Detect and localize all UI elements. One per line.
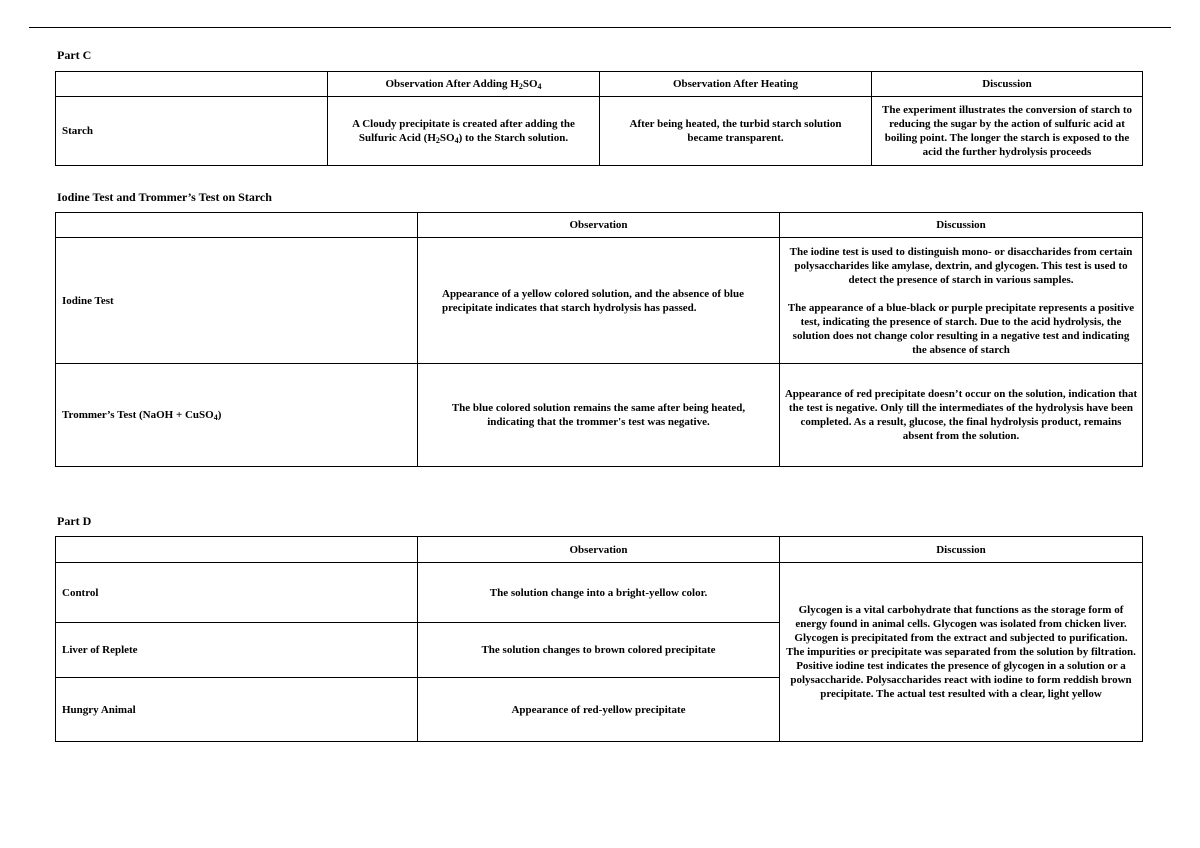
row-label-iodine-test: Iodine Test [56, 238, 418, 364]
row-label-trommers-test: Trommer’s Test (NaOH + CuSO$_4$) [56, 364, 418, 467]
iodine-header-observation: Observation [418, 213, 780, 238]
part-c-table [55, 71, 1143, 166]
liver-of-replete-observation: The solution changes to brown colored precipitate [418, 623, 780, 678]
iodine-trommer-table [55, 212, 1143, 467]
part-d-title: Part D [57, 514, 92, 528]
part-c-starch-after-adding: A Cloudy precipitate is created after adding the Sulfuric Acid $(H_2SO_4)$ to the Starch solution. [328, 97, 600, 166]
part-d-discussion: Glycogen is a vital carbohydrate that functions as the storage form of energy found in animal cells. Glycogen was isolated from chicken liver. Glycogen is precipitated from the extract and subjected to purification. The impurities or precipitate was separated from the solution by filtration. Positive iodine test indicates the presence of glycogen in a solution or a polysaccharide. Polysaccharides react with iodine to form reddish brown precipitate. The actual test resulted with a clear, light yellow [780, 563, 1143, 742]
part-c-header-after-adding: Observation After Adding $H_2SO_4$ [328, 72, 600, 97]
iodine-test-discussion-p2: The appearance of a blue-black or purple precipitate represents a positive test, indicating the presence of starch. Due to the acid hydrolysis, the solution does not change color resulting in a negative test and indicating the absence of starch [787, 301, 1135, 356]
iodine-header-discussion: Discussion [780, 213, 1143, 238]
trommers-test-observation: The blue colored solution remains the same after being heated, indicating that the trommer's test was negative. [418, 364, 780, 467]
part-d-header-discussion: Discussion [780, 537, 1143, 563]
part-c-starch-after-heating: After being heated, the turbid starch solution became transparent. [600, 97, 872, 166]
trommers-test-discussion: Appearance of red precipitate doesn’t occur on the solution, indication that the test is negative. Only till the intermediates of the hydrolysis have been completed. As a result, glucose, the final hydrolysis product, remains absent from the solution. [780, 364, 1143, 467]
part-c-header-after-heating: Observation After Heating [600, 72, 872, 97]
part-c-header-blank [56, 72, 328, 97]
iodine-header-blank [56, 213, 418, 238]
part-d-header-blank [56, 537, 418, 563]
part-c-row-label-starch: Starch [56, 97, 328, 166]
row-label-liver-of-replete: Liver of Replete [56, 623, 418, 678]
row-label-hungry-animal: Hungry Animal [56, 678, 418, 742]
part-d-header-observation: Observation [418, 537, 780, 563]
part-c-starch-discussion: The experiment illustrates the conversion of starch to reducing the sugar by the action of sulfuric acid at boiling point. The longer the starch is exposed to the acid the further hydrolysis proceeds [872, 97, 1143, 166]
control-observation: The solution change into a bright-yellow color. [418, 563, 780, 623]
iodine-test-observation: Appearance of a yellow colored solution, and the absence of blue precipitate indicates that starch hydrolysis has passed. [418, 238, 780, 364]
part-d-table [55, 536, 1143, 742]
row-label-control: Control [56, 563, 418, 623]
page-top-rule [29, 27, 1171, 28]
hungry-animal-observation: Appearance of red-yellow precipitate [418, 678, 780, 742]
part-c-title: Part C [57, 48, 92, 62]
iodine-test-discussion-p1: The iodine test is used to distinguish mono- or disaccharides from certain polysaccharides like amylase, dextrin, and glycogen. This test is used to detect the presence of starch in various samples. [789, 245, 1133, 286]
iodine-test-discussion [780, 238, 1143, 364]
iodine-trommer-title: Iodine Test and Trommer’s Test on Starch [57, 190, 272, 204]
part-c-header-discussion: Discussion [872, 72, 1143, 97]
